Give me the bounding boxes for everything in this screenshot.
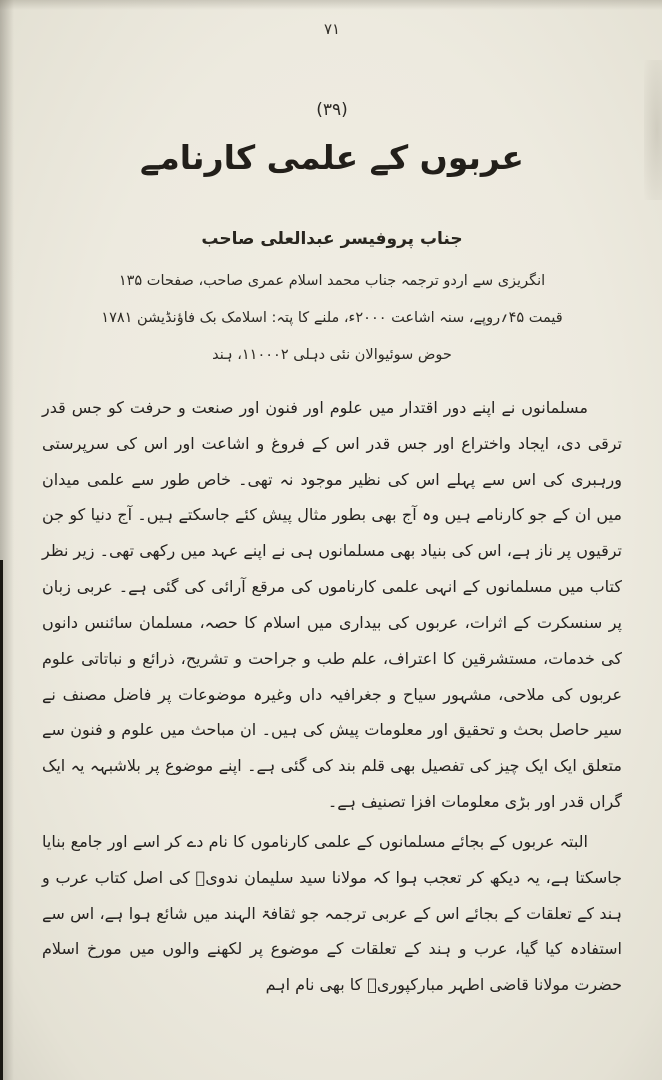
review-body (42, 390, 622, 1003)
publisher-address-line: حوض سوئیوالان نئی دہلی ۱۱۰۰۰۲، ہند (212, 346, 452, 363)
book-meta-block (42, 229, 622, 374)
book-title: عربوں کے علمی کارنامے (140, 138, 524, 177)
translator-line: انگریزی سے اردو ترجمہ جناب محمد اسلام عمری صاحب، صفحات ۱۳۵ (118, 273, 546, 289)
author-line: جناب پروفیسر عبدالعلی صاحب (201, 229, 463, 249)
body-paragraph: البتہ عربوں کے بجائے مسلمانوں کے علمی کارناموں کا نام دے کر اسے اور جامع بنایا جاسکتا ہے، یہ دیکھ کر تعجب ہوا کہ مولانا سید سلیمان ندویؒ کی اصل کتاب عرب و ہند کے تعلقات کے بجائے اس کے عربی ترجمہ جو ثقافۃ الہند میں شائع ہوا ہے، اس سے استفادہ کیا گیا، عرب و ہند کے تعلقات کے موضوع پر لکھنے والوں میں مورخ اسلام حضرت مولانا قاضی اطہر مبارکپوریؒ کا بھی نام اہم (42, 831, 622, 995)
price-publication-line: قیمت ۴۵؍روپے، سنہ اشاعت ۲۰۰۰ء، ملنے کا پتہ: اسلامک بک فاؤنڈیشن ۱۷۸۱ (101, 309, 563, 326)
body-paragraph: مسلمانوں نے اپنے دور اقتدار میں علوم اور فنون اور صنعت و حرفت کو جس قدر ترقی دی، ایجاد واختراع اور جس قدر اس کے فروغ و اشاعت اور اس کی سرپرستی ورہبری کی اس سے پہلے اس کی نظیر موجود نہ تھی۔ خاص طور سے علمی میدان میں ان کے جو کارنامے ہیں وہ آج بھی بطور مثال پیش کئے جاسکتے ہیں۔ آج دنیا کو جن ترقیوں پر ناز ہے، اس کی بنیاد بھی مسلمانوں ہی نے اپنے عہد میں رکھی تھی۔ زیر نظر کتاب میں مسلمانوں کے انہی علمی کارناموں کی مرقع آرائی کی گئی ہے۔ عربی زبان پر سنسکرت کے اثرات، عربوں کی بیداری میں اسلام کا حصہ، مسلمان سائنس دانوں کی خدمات، مستشرقین کا اعتراف، علم طب و جراحت و تشریح، ذرائع و نباتاتی علوم عربوں کی ملاحی، مشہور سیاح و جغرافیہ داں وغیرہ موضوعات پر فاضل مصنف نے سیر حاصل بحث و تحقیق اور معلومات پیش کی ہیں۔ ان مباحث میں علوم و فنون سے متعلق ایک ایک چیز کی تفصیل بھی قلم بند کی گئی ہے۔ اپنے موضوع پر بلاشبہہ یہ ایک گراں قدر اور بڑی معلومات افزا تصنیف ہے۔ (42, 397, 622, 812)
page-number: ۷۱ (323, 20, 341, 38)
entry-number: (۳۹) (316, 100, 348, 120)
